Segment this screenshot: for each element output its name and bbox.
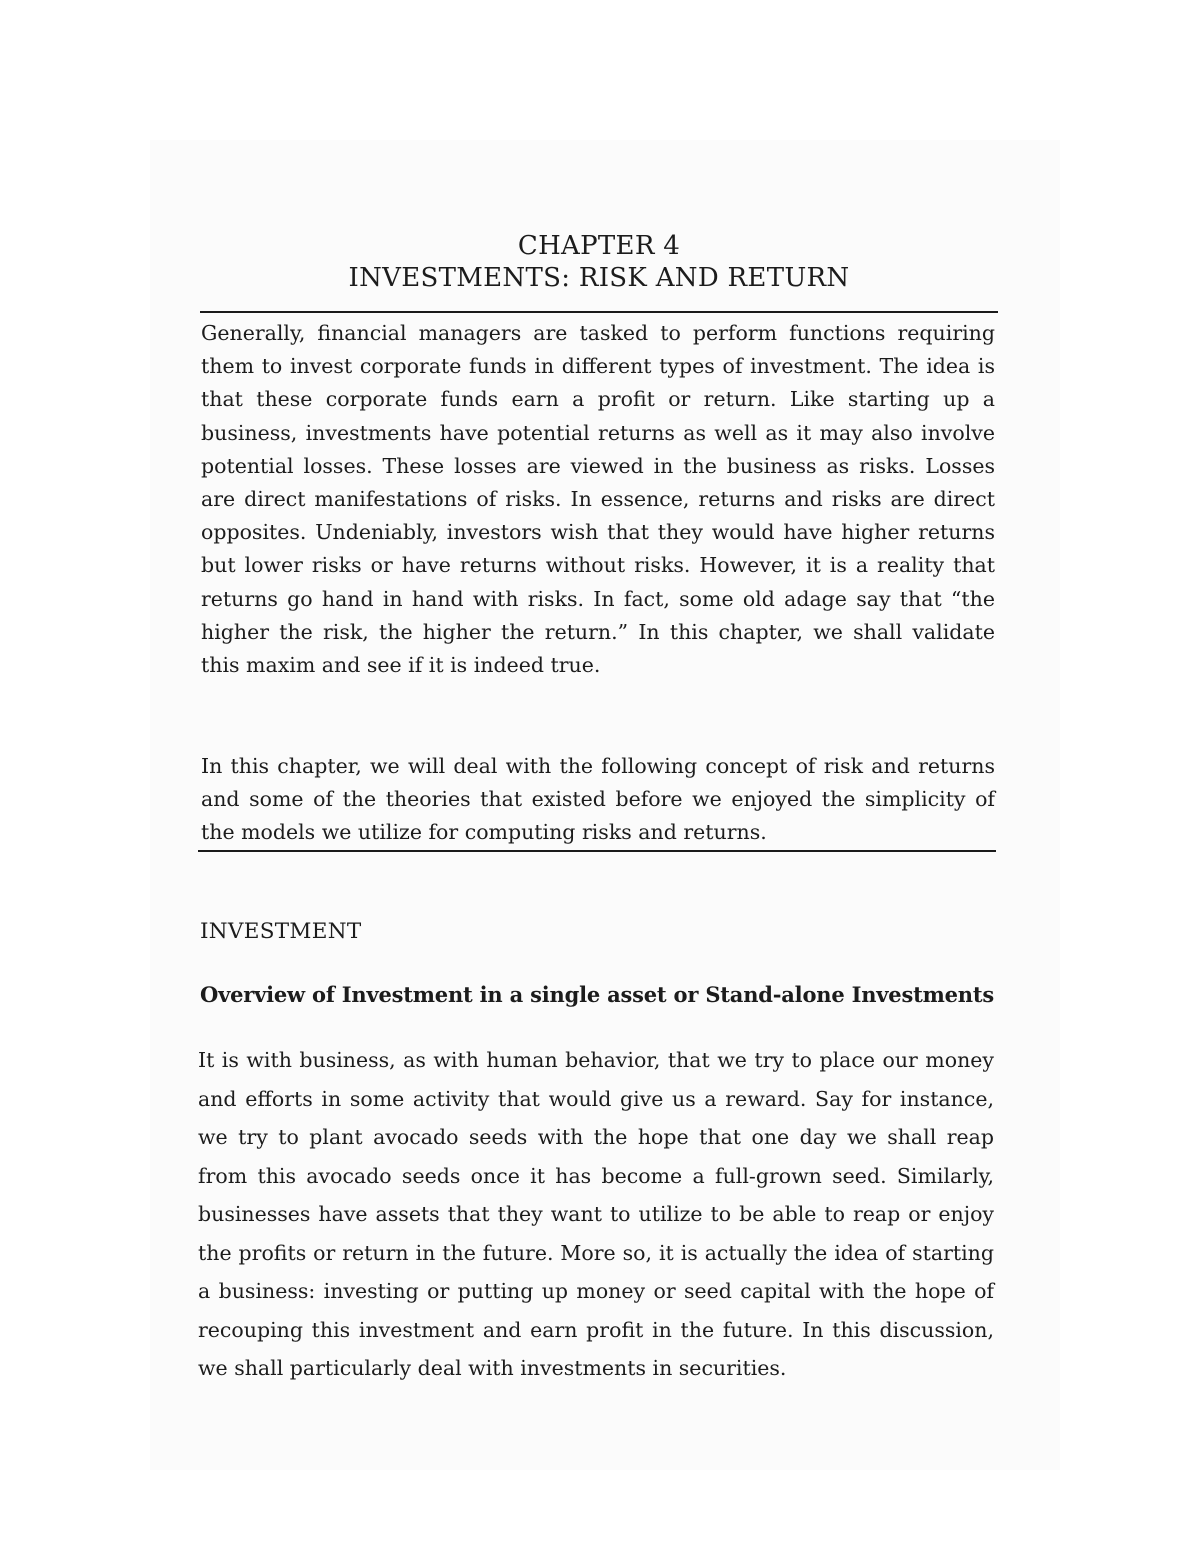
title-rule (200, 311, 998, 313)
section-subheading: Overview of Investment in a single asset or Stand-alone Investments (200, 982, 994, 1007)
chapter-number: CHAPTER 4 (517, 231, 681, 261)
intro-paragraph-2: In this chapter, we will deal with the following concept of risk and returns and some of the theories that existed before we enjoyed the simplicity of the models we utilize for computing risks and returns. (201, 754, 995, 845)
chapter-title: INVESTMENTS: RISK AND RETURN (348, 263, 850, 293)
intro-paragraph-1: Generally, financial managers are tasked to perform functions requiring them to invest corporate funds in different types of investment. The idea is that these corporate funds earn a profit or return. Like starting up a business, investments have potential returns as well as it may also involve potential losses. These losses are viewed in the business as risks. Losses are direct manifestations of risks. In essence, returns and risks are direct opposites. Undeniably, investors wish that they would have higher returns but lower risks or have returns without risks. However, it is a reality that returns go hand in hand with risks. In fact, some old adage say that “the higher the risk, the higher the return.” In this chapter, we shall validate this maxim and see if it is indeed true. (201, 321, 995, 678)
section-heading: INVESTMENT (200, 919, 362, 944)
section-body-paragraph: It is with business, as with human behavior, that we try to place our money and efforts in some activity that would give us a reward. Say for instance, we try to plant avocado seeds with the hope that one day we shall reap from this avocado seeds once it has become a full-grown seed. Similarly, businesses have assets that they want to utilize to be able to reap or enjoy the profits or return in the future. More so, it is actually the idea of starting a business: investing or putting up money or seed capital with the hope of recouping this investment and earn profit in the future. In this discussion, we shall particularly deal with investments in securities. (198, 1048, 994, 1380)
intro-end-rule (198, 850, 996, 852)
chapter-title-block (200, 230, 998, 294)
